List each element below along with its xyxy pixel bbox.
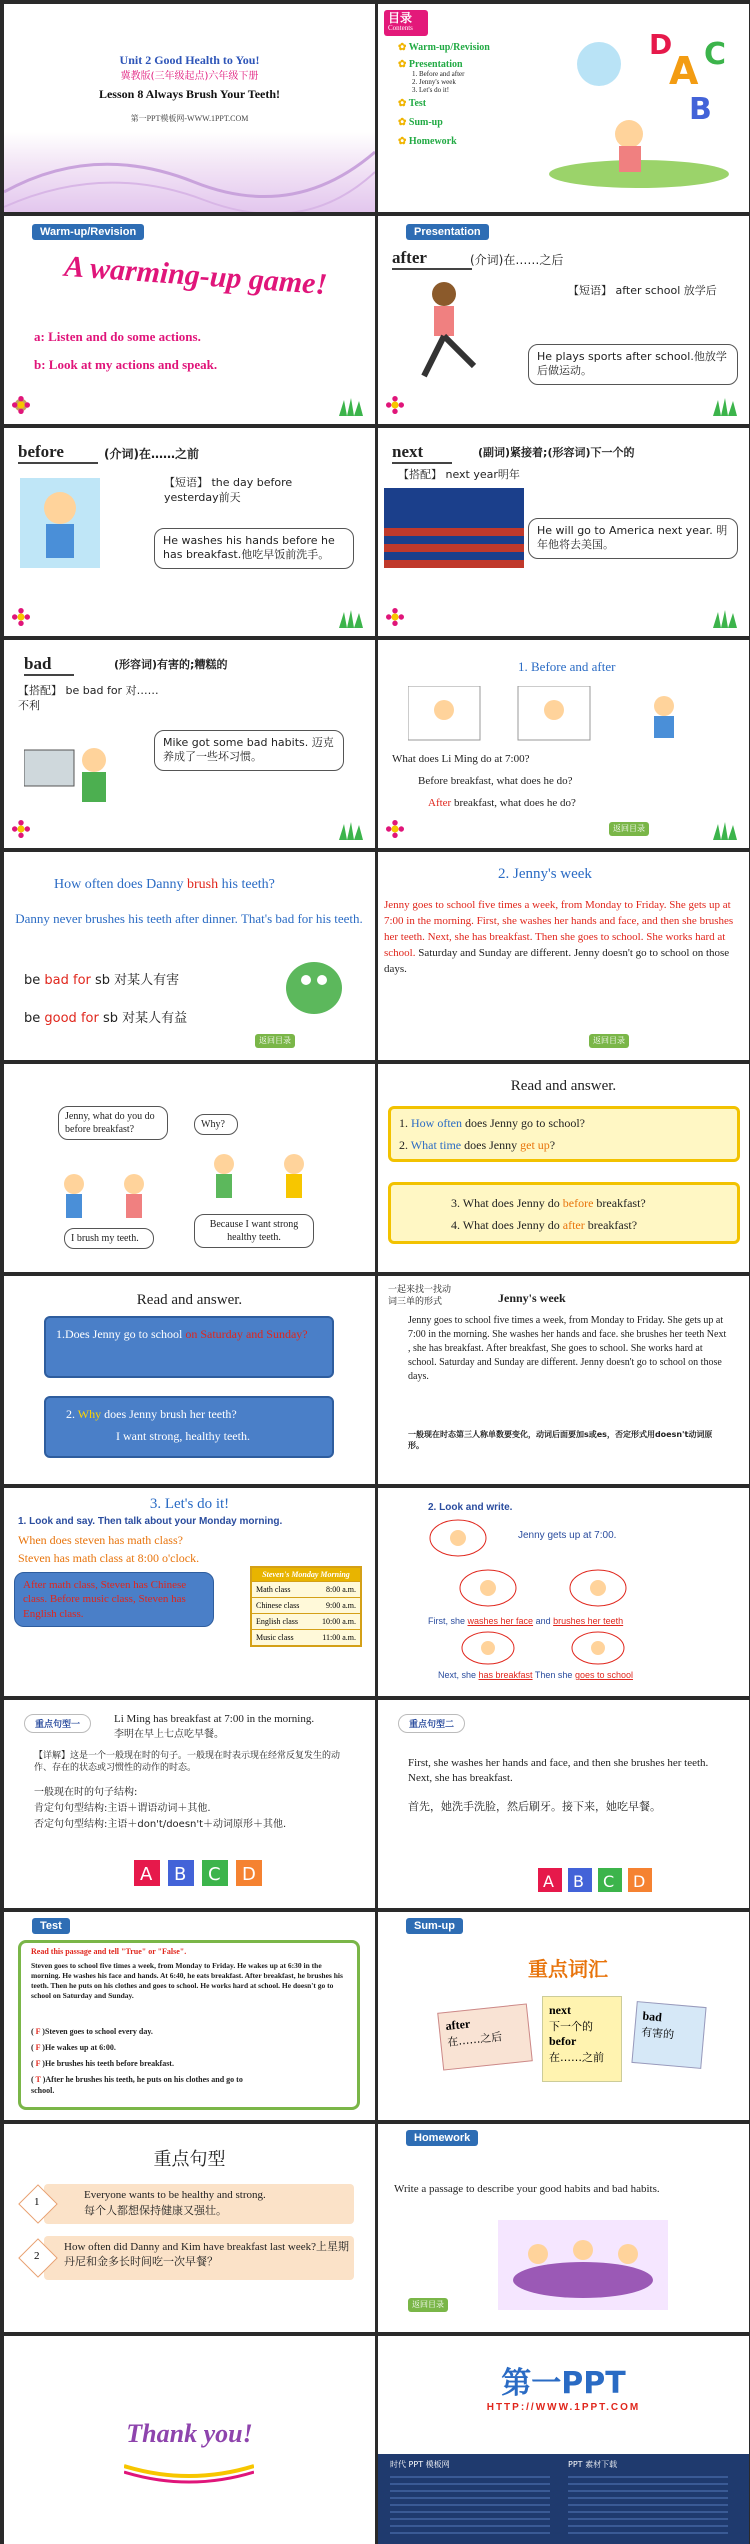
america-flag-illustration bbox=[384, 488, 524, 568]
flower-icon bbox=[386, 820, 404, 838]
boy-computer-illustration bbox=[24, 730, 114, 810]
grass-icon bbox=[339, 822, 365, 840]
answer-scroll-1 bbox=[44, 1316, 334, 1378]
edition-label: 冀教版(三年级起点)六年级下册 bbox=[120, 71, 259, 82]
sentence-3: Next, she has breakfast Then she goes to school bbox=[438, 1670, 633, 1680]
schedule-table bbox=[250, 1566, 362, 1647]
questions-scroll-1 bbox=[388, 1106, 740, 1162]
grass-icon bbox=[713, 610, 739, 628]
instruction: 1. Look and say. Then talk about your Monday morning. bbox=[18, 1516, 283, 1527]
abcd-blocks-illustration bbox=[134, 1850, 294, 1890]
vocab-title: 重点词汇 bbox=[528, 1957, 608, 1981]
contents-item[interactable]: ✿ Warm-up/Revision bbox=[398, 42, 490, 53]
contents-item[interactable]: ✿ Presentation bbox=[398, 59, 463, 70]
test-passage: Steven goes to school five times a week, from Monday to Friday. He wakes up at 6:30 in the morning. He washes his face and hands. At 6:40, he eats breakfast. After breakfast, he brushes his teeth. Then he puts on his clothes and goes to school. He works hard at school. He doesn't go to school on Saturday and Sunday. bbox=[31, 1961, 343, 2001]
grass-icon bbox=[713, 822, 739, 840]
contents-item[interactable]: ✿ Test bbox=[398, 98, 427, 109]
vocab-meaning: (介词)在……之前 bbox=[104, 447, 199, 461]
passage: Jenny goes to school five times a week, from Monday to Friday. She gets up at 7:00 in the morning. She washes her hands and face. she brushes her teeth Next , she has breakfast. After breakfast, She goes to school. She works hard at school. Saturday and Sunday are different. Jenny doesn't go to school on those days. bbox=[408, 1315, 727, 1382]
slide-next bbox=[378, 428, 749, 636]
children-illustration bbox=[54, 1164, 154, 1224]
slide-dialogue bbox=[4, 1064, 375, 1272]
answer-scroll-2 bbox=[44, 1396, 334, 1458]
vocab-meaning: (形容词)有害的;糟糕的 bbox=[114, 658, 228, 671]
answer-2: 2. Why does Jenny brush her teeth? bbox=[66, 1407, 237, 1421]
contents-subitem[interactable]: 1. Before and after bbox=[412, 70, 465, 78]
family-dinner-illustration bbox=[498, 2220, 668, 2310]
slide-jennys-week bbox=[378, 852, 749, 1060]
svg-text:D: D bbox=[649, 28, 673, 61]
slide-thank-you bbox=[4, 2336, 375, 2544]
example-bubble: He will go to America next year. 明年他将去美国。 bbox=[528, 518, 738, 559]
footer-col-2-title: PPT 素材下载 bbox=[568, 2460, 618, 2469]
section-header: Test bbox=[32, 1918, 70, 1934]
example-bubble: He washes his hands before he has breakfast.他吃早饭前洗手。 bbox=[154, 528, 354, 569]
test-item: ( F )He wakes up at 6:00. bbox=[31, 2043, 116, 2052]
brand-url[interactable]: HTTP://WWW.1PPT.COM bbox=[486, 2402, 641, 2413]
section-header: Sum-up bbox=[406, 1918, 463, 1934]
section-title: 2. Look and write. bbox=[428, 1502, 513, 1513]
slide-test bbox=[4, 1912, 375, 2120]
vocab-meaning: (副词)紧接着;(形容词)下一个的 bbox=[478, 446, 635, 459]
flower-icon bbox=[386, 608, 404, 626]
brand-logo: 第一PPT bbox=[501, 2366, 626, 2401]
slide-after bbox=[378, 216, 749, 424]
test-box bbox=[18, 1940, 360, 2110]
site-label: 第一PPT模板网-WWW.1PPT.COM bbox=[130, 114, 249, 123]
sentence-number: 1 bbox=[34, 2196, 40, 2208]
grass-icon bbox=[339, 398, 365, 416]
questions-scroll-2 bbox=[388, 1182, 740, 1244]
section-title: Read and answer. bbox=[136, 1292, 243, 1308]
sentence-2: First, she washes her face and brushes her teeth bbox=[428, 1616, 624, 1626]
question-1: What does Li Ming do at 7:00? bbox=[392, 753, 530, 765]
question-3: 3. What does Jenny do before breakfast? bbox=[451, 1196, 646, 1210]
sentence-cn: 每个人都想保持健康又强壮。 bbox=[84, 2204, 227, 2217]
back-to-contents-button[interactable]: 返回目录 bbox=[408, 2298, 448, 2312]
answer-2-text: I want strong, healthy teeth. bbox=[116, 1429, 250, 1443]
sentence-en: Everyone wants to be healthy and strong. bbox=[84, 2189, 266, 2201]
activity-a: a: Listen and do some actions. bbox=[34, 329, 201, 344]
key-sentence-1 bbox=[34, 2184, 354, 2224]
unit-title: Unit 2 Good Health to You! bbox=[119, 53, 260, 67]
rainbow-swoosh bbox=[124, 2456, 254, 2486]
phrase-text: 【短语】 after school 放学后 bbox=[568, 284, 717, 297]
footer-link-list[interactable] bbox=[568, 2476, 728, 2536]
table-title: Steven's Monday Morning bbox=[252, 1568, 360, 1581]
speech-bubble-answer: I brush my teeth. bbox=[64, 1228, 154, 1249]
question-2: 2. What time does Jenny get up? bbox=[399, 1138, 556, 1152]
question-2: Before breakfast, what does he do? bbox=[418, 775, 573, 787]
vocab-word: before bbox=[18, 442, 98, 464]
svg-text:D: D bbox=[633, 1872, 646, 1891]
slide-contents bbox=[378, 4, 749, 212]
speech-bubble-why: Why? bbox=[194, 1114, 238, 1135]
passage-title: Jenny's week bbox=[498, 1291, 566, 1305]
girl-waking-illustration bbox=[428, 1518, 488, 1558]
question-1: 1. How often does Jenny go to school? bbox=[399, 1116, 585, 1130]
svg-text:A: A bbox=[140, 1864, 153, 1885]
table-row: Chinese class 9:00 a.m. bbox=[252, 1597, 360, 1613]
flower-icon bbox=[12, 820, 30, 838]
contents-subitem[interactable]: 2. Jenny's week bbox=[412, 78, 456, 86]
speech-bubble-because: Because I want strong healthy teeth. bbox=[194, 1214, 314, 1248]
thank-you-text: Thank you! bbox=[126, 2419, 253, 2448]
slide-danny bbox=[4, 852, 375, 1060]
find-note: 一起来找一找动词三单的形式 bbox=[388, 1285, 452, 1308]
vocab-meaning: (介词)在……之后 bbox=[470, 253, 564, 267]
lesson-title: Lesson 8 Always Brush Your Teeth! bbox=[98, 87, 281, 101]
svg-text:A: A bbox=[543, 1872, 554, 1891]
slide-sum-up bbox=[378, 1912, 749, 2120]
back-to-contents-button[interactable]: 返回目录 bbox=[589, 1034, 629, 1048]
section-header: Homework bbox=[406, 2130, 478, 2146]
positive-structure: 肯定句句型结构:主语＋谓语动词＋其他. bbox=[34, 1803, 211, 1814]
boy-washing-illustration bbox=[20, 478, 100, 568]
svg-text:C: C bbox=[704, 37, 727, 72]
vocab-word: next bbox=[392, 442, 452, 464]
slide-homework bbox=[378, 2124, 749, 2332]
example-bubble: Mike got some bad habits. 迈克养成了一些坏习惯。 bbox=[154, 730, 344, 771]
swirl-lines bbox=[4, 122, 375, 212]
abcd-blocks-illustration bbox=[538, 1860, 678, 1900]
footer-link-list[interactable] bbox=[390, 2476, 550, 2536]
section-header: Presentation bbox=[406, 224, 489, 240]
homework-text: Write a passage to describe your good habits and bad habits. bbox=[394, 2183, 660, 2195]
breakfast-school-illustration bbox=[458, 1630, 658, 1666]
slide-before-after bbox=[378, 640, 749, 848]
example-bubble: After math class, Steven has Chinese class. Before music class, Steven has English class. bbox=[14, 1572, 214, 1627]
collocation-text: 【搭配】 next year明年 bbox=[398, 468, 520, 481]
question: How often does Danny brush his teeth? bbox=[54, 877, 275, 892]
svg-text:B: B bbox=[573, 1872, 584, 1891]
section-title: Read and answer. bbox=[510, 1078, 617, 1094]
phrase-text: 【短语】 the day before yesterday前天 bbox=[164, 476, 293, 504]
svg-text:C: C bbox=[603, 1872, 615, 1891]
svg-text:C: C bbox=[208, 1864, 221, 1885]
sentence-cn: 首先，她洗手洗脸，然后刷牙。接下来，她吃早餐。 bbox=[408, 1800, 661, 1813]
running-boy-illustration bbox=[404, 276, 484, 386]
slide-key-sentences bbox=[4, 2124, 375, 2332]
contents-item[interactable]: ✿ Homework bbox=[398, 136, 457, 147]
question-4: 4. What does Jenny do after breakfast? bbox=[451, 1218, 638, 1232]
example-bubble: He plays sports after school.他放学后做运动。 bbox=[528, 344, 738, 385]
slide-title bbox=[4, 4, 375, 212]
test-item: ( T )After he brushes his teeth, he puts on his clothes and go to school. bbox=[31, 2075, 243, 2095]
key-sentence-tag: 重点句型二 bbox=[398, 1714, 465, 1733]
contents-item[interactable]: ✿ Sum-up bbox=[398, 117, 443, 128]
contents-badge: 目录 Contents bbox=[384, 10, 428, 36]
answer: Steven has math class at 8:00 o'clock. bbox=[18, 1551, 200, 1565]
footer-panel bbox=[378, 2454, 749, 2544]
key-sentence-2 bbox=[34, 2236, 354, 2280]
slide-read-answer-2 bbox=[4, 1276, 375, 1484]
answer: Danny never brushes his teeth after dinner. That's bad for his teeth. bbox=[15, 911, 363, 926]
warmup-title: A warming-up game! bbox=[63, 249, 329, 302]
grammar-rule: 一般现在时态第三人称单数要变化，动词后面要加s或es，否定形式用doesn't动词原形。 bbox=[408, 1430, 713, 1450]
collocation-text: 【搭配】 be bad for 对……不利 bbox=[18, 684, 159, 712]
abc-letters-illustration bbox=[539, 24, 739, 194]
dinosaur-illustration bbox=[274, 948, 354, 1028]
grass-icon bbox=[713, 398, 739, 416]
section-header: Warm-up/Revision bbox=[32, 224, 144, 240]
section-title: 3. Let's do it! bbox=[149, 1496, 230, 1512]
speech-bubble-question: Jenny, what do you do before breakfast? bbox=[58, 1106, 168, 1140]
daily-routine-pictures bbox=[408, 686, 708, 742]
answer-1: 1.Does Jenny go to school on Saturday and Sunday? bbox=[56, 1327, 308, 1341]
boy-girl-illustration bbox=[204, 1144, 324, 1204]
section-title: 2. Jenny's week bbox=[498, 866, 592, 882]
vocab-word: after bbox=[392, 248, 472, 270]
slide-key-sentence-1 bbox=[4, 1700, 375, 1908]
slide-brand bbox=[378, 2336, 749, 2544]
test-item: ( F )Steven goes to school every day. bbox=[31, 2027, 153, 2036]
slide-read-answer-1 bbox=[378, 1064, 749, 1272]
slide-look-write bbox=[378, 1488, 749, 1696]
back-to-contents-button[interactable]: 返回目录 bbox=[609, 822, 649, 836]
passage: Jenny goes to school five times a week, from Monday to Friday. She gets up at 7:00 in the morning. First, she washes her hands and face, and then she brushes her teeth. Next, she has breakfast. Then she goes to school. She works hard at school. Saturday and Sunday are different. Jenny doesn't go to school on those days. bbox=[384, 899, 734, 975]
washing-brushing-illustration bbox=[458, 1568, 658, 1608]
activity-b: b: Look at my actions and speak. bbox=[34, 357, 218, 372]
negative-structure: 否定句句型结构:主语＋don't/doesn't＋动词原形＋其他. bbox=[34, 1819, 287, 1830]
contents-subitem[interactable]: 3. Let's do it! bbox=[412, 86, 450, 94]
slide-lets-do-it bbox=[4, 1488, 375, 1696]
phrase-good-for: be good for sb 对某人有益 bbox=[24, 1011, 188, 1026]
table-row: English class 10:00 a.m. bbox=[252, 1613, 360, 1629]
sentence-en-cn: How often did Danny and Kim have breakfast last week?上星期丹尼和金多长时间吃一次早餐？ bbox=[64, 2240, 350, 2268]
contents-list bbox=[398, 42, 518, 147]
sentence-number: 2 bbox=[34, 2250, 40, 2262]
structure-title: 一般现在时的句子结构: bbox=[34, 1787, 138, 1798]
vocab-card-after: after 在……之后 bbox=[437, 2003, 533, 2070]
sentence-1: Jenny gets up at 7:00. bbox=[518, 1530, 617, 1541]
slide-third-person bbox=[378, 1276, 749, 1484]
table-row: Math class 8:00 a.m. bbox=[252, 1581, 360, 1597]
section-title: 1. Before and after bbox=[518, 659, 616, 674]
vocab-card-bad: bad 有害的 bbox=[631, 2001, 706, 2069]
back-to-contents-button[interactable]: 返回目录 bbox=[255, 1034, 295, 1048]
question: When does steven has math class? bbox=[18, 1533, 183, 1547]
key-sentence-tag: 重点句型一 bbox=[24, 1714, 91, 1733]
example-en: Li Ming has breakfast at 7:00 in the morning. bbox=[114, 1713, 315, 1725]
phrase-bad-for: be bad for sb 对某人有害 bbox=[24, 973, 180, 988]
svg-text:D: D bbox=[242, 1864, 256, 1885]
grass-icon bbox=[339, 610, 365, 628]
slide-bad bbox=[4, 640, 375, 848]
flower-icon bbox=[12, 396, 30, 414]
explanation: 【详解】这是一个一般现在时的句子。一般现在时表示现在经常反复发生的动作、存在的状态或习惯性的动作的时态。 bbox=[34, 1751, 341, 1774]
svg-text:B: B bbox=[174, 1864, 187, 1885]
sentence-en: First, she washes her hands and face, and then she brushes her teeth. Next, she has breakfast. bbox=[408, 1757, 709, 1784]
flower-icon bbox=[12, 608, 30, 626]
table-row: Music class 11:00 a.m. bbox=[252, 1629, 360, 1645]
example-cn: 李明在早上七点吃早餐。 bbox=[114, 1729, 224, 1740]
section-title: 重点句型 bbox=[153, 2149, 226, 2170]
slide-warmup bbox=[4, 216, 375, 424]
question-3: After breakfast, what does he do? bbox=[428, 797, 576, 809]
test-instruction: Read this passage and tell "True" or "False". bbox=[31, 1947, 187, 1956]
flower-icon bbox=[386, 396, 404, 414]
svg-text:A: A bbox=[669, 49, 699, 93]
test-item: ( F )He brushes his teeth before breakfast. bbox=[31, 2059, 174, 2068]
slide-before bbox=[4, 428, 375, 636]
vocab-word: bad bbox=[24, 654, 74, 676]
slide-key-sentence-2 bbox=[378, 1700, 749, 1908]
svg-text:B: B bbox=[689, 92, 712, 127]
footer-col-1-title: 时代 PPT 模板网 bbox=[390, 2460, 450, 2469]
vocab-card-next-before: next 下一个的 befor 在……之前 bbox=[542, 1996, 622, 2082]
